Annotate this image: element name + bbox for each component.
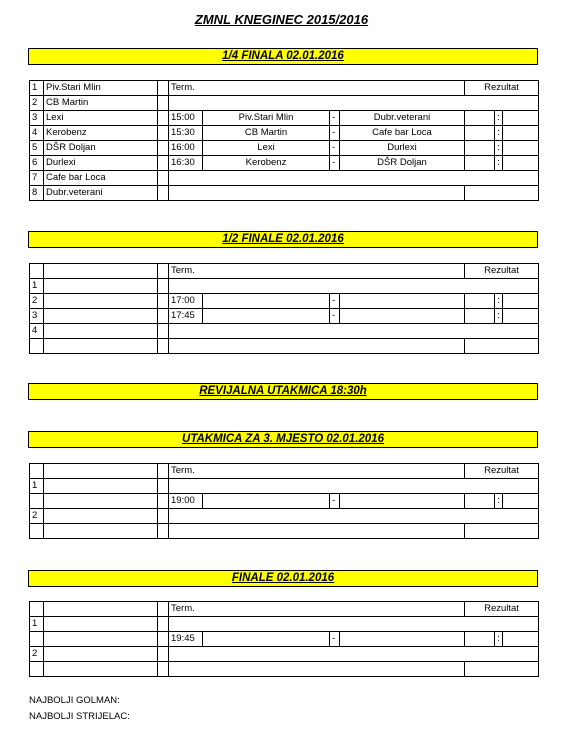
third-place-banner: UTAKMICA ZA 3. MJESTO 02.01.2016 xyxy=(28,431,538,448)
team-name: Durlexi xyxy=(44,156,158,171)
final-table xyxy=(29,601,539,677)
row-number: 2 xyxy=(30,294,44,309)
row-number: 5 xyxy=(30,141,44,156)
vs-dash: - xyxy=(330,632,340,647)
row-number: 7 xyxy=(30,171,44,186)
team-name: Cafe bar Loca xyxy=(44,171,158,186)
score-colon: : xyxy=(495,156,503,171)
table-row xyxy=(30,171,539,186)
score-colon: : xyxy=(495,294,503,309)
away-team: Cafe bar Loca xyxy=(340,126,465,141)
table-row xyxy=(30,602,539,617)
table-row xyxy=(30,264,539,279)
score-colon: : xyxy=(495,309,503,324)
table-row xyxy=(30,662,539,677)
match-time: 15:30 xyxy=(169,126,203,141)
away-score-cell xyxy=(503,156,539,171)
row-number: 3 xyxy=(30,111,44,126)
team-name: Kerobenz xyxy=(44,126,158,141)
row-number: 8 xyxy=(30,186,44,201)
row-number: 6 xyxy=(30,156,44,171)
table-row xyxy=(30,309,539,324)
team-name: CB Martin xyxy=(44,96,158,111)
home-score-cell xyxy=(465,111,495,126)
table-row xyxy=(30,464,539,479)
page-title: ZMNL KNEGINEC 2015/2016 xyxy=(194,12,369,27)
final-banner: FINALE 02.01.2016 xyxy=(28,570,538,587)
term-label: Term. xyxy=(169,264,203,279)
home-team: Piv.Stari Mlin xyxy=(203,111,330,126)
table-row xyxy=(30,324,539,339)
match-time: 15:00 xyxy=(169,111,203,126)
quarterfinal-table xyxy=(29,80,539,201)
result-label: Rezultat xyxy=(465,81,539,96)
vs-dash: - xyxy=(330,309,340,324)
match-time: 16:00 xyxy=(169,141,203,156)
table-row xyxy=(30,647,539,662)
score-colon: : xyxy=(495,632,503,647)
team-name: Lexi xyxy=(44,111,158,126)
table-row xyxy=(30,479,539,494)
vs-dash: - xyxy=(330,294,340,309)
row-number: 2 xyxy=(30,96,44,111)
table-row xyxy=(30,524,539,539)
quarterfinal-banner: 1/4 FINALA 02.01.2016 xyxy=(28,48,538,65)
match-time: 16:30 xyxy=(169,156,203,171)
home-team: Lexi xyxy=(203,141,330,156)
away-team: DŠR Doljan xyxy=(340,156,465,171)
away-team: Dubr.veterani xyxy=(340,111,465,126)
result-label: Rezultat xyxy=(465,264,539,279)
vs-dash: - xyxy=(330,111,340,126)
row-number: 1 xyxy=(30,81,44,96)
semifinal-table xyxy=(29,263,539,354)
best-scorer-label: NAJBOLJI STRIJELAC: xyxy=(29,711,130,722)
table-row xyxy=(30,81,539,96)
result-label: Rezultat xyxy=(465,602,539,617)
table-row xyxy=(30,617,539,632)
home-score-cell xyxy=(465,141,495,156)
row-number: 4 xyxy=(30,324,44,339)
row-number: 2 xyxy=(30,647,44,662)
table-row xyxy=(30,141,539,156)
score-colon: : xyxy=(495,126,503,141)
row-number: 1 xyxy=(30,479,44,494)
term-label: Term. xyxy=(169,81,203,96)
table-row xyxy=(30,156,539,171)
term-label: Term. xyxy=(169,464,203,479)
vs-dash: - xyxy=(330,156,340,171)
team-name: Dubr.veterani xyxy=(44,186,158,201)
table-row xyxy=(30,294,539,309)
away-score-cell xyxy=(503,111,539,126)
away-score-cell xyxy=(503,126,539,141)
away-team: Durlexi xyxy=(340,141,465,156)
team-name: Piv.Stari Mlin xyxy=(44,81,158,96)
match-time: 19:45 xyxy=(169,632,203,647)
match-time: 17:00 xyxy=(169,294,203,309)
table-row xyxy=(30,279,539,294)
semifinal-banner: 1/2 FINALE 02.01.2016 xyxy=(28,231,538,248)
match-time: 17:45 xyxy=(169,309,203,324)
home-team: CB Martin xyxy=(203,126,330,141)
row-number: 1 xyxy=(30,279,44,294)
row-number: 4 xyxy=(30,126,44,141)
home-score-cell xyxy=(465,156,495,171)
table-row xyxy=(30,111,539,126)
away-score-cell xyxy=(503,141,539,156)
result-label: Rezultat xyxy=(465,464,539,479)
table-row xyxy=(30,186,539,201)
row-number: 2 xyxy=(30,509,44,524)
best-goalkeeper-label: NAJBOLJI GOLMAN: xyxy=(29,695,120,706)
table-row xyxy=(30,494,539,509)
score-colon: : xyxy=(495,141,503,156)
vs-dash: - xyxy=(330,126,340,141)
score-colon: : xyxy=(495,111,503,126)
vs-dash: - xyxy=(330,141,340,156)
row-number: 3 xyxy=(30,309,44,324)
team-name: DŠR Doljan xyxy=(44,141,158,156)
table-row xyxy=(30,339,539,354)
score-colon: : xyxy=(495,494,503,509)
table-row xyxy=(30,632,539,647)
row-number: 1 xyxy=(30,617,44,632)
vs-dash: - xyxy=(330,494,340,509)
match-time: 19:00 xyxy=(169,494,203,509)
table-row xyxy=(30,509,539,524)
home-score-cell xyxy=(465,126,495,141)
table-row xyxy=(30,126,539,141)
third-place-table xyxy=(29,463,539,539)
table-row xyxy=(30,96,539,111)
term-label: Term. xyxy=(169,602,203,617)
exhibition-banner: REVIJALNA UTAKMICA 18:30h xyxy=(28,383,538,400)
home-team: Kerobenz xyxy=(203,156,330,171)
